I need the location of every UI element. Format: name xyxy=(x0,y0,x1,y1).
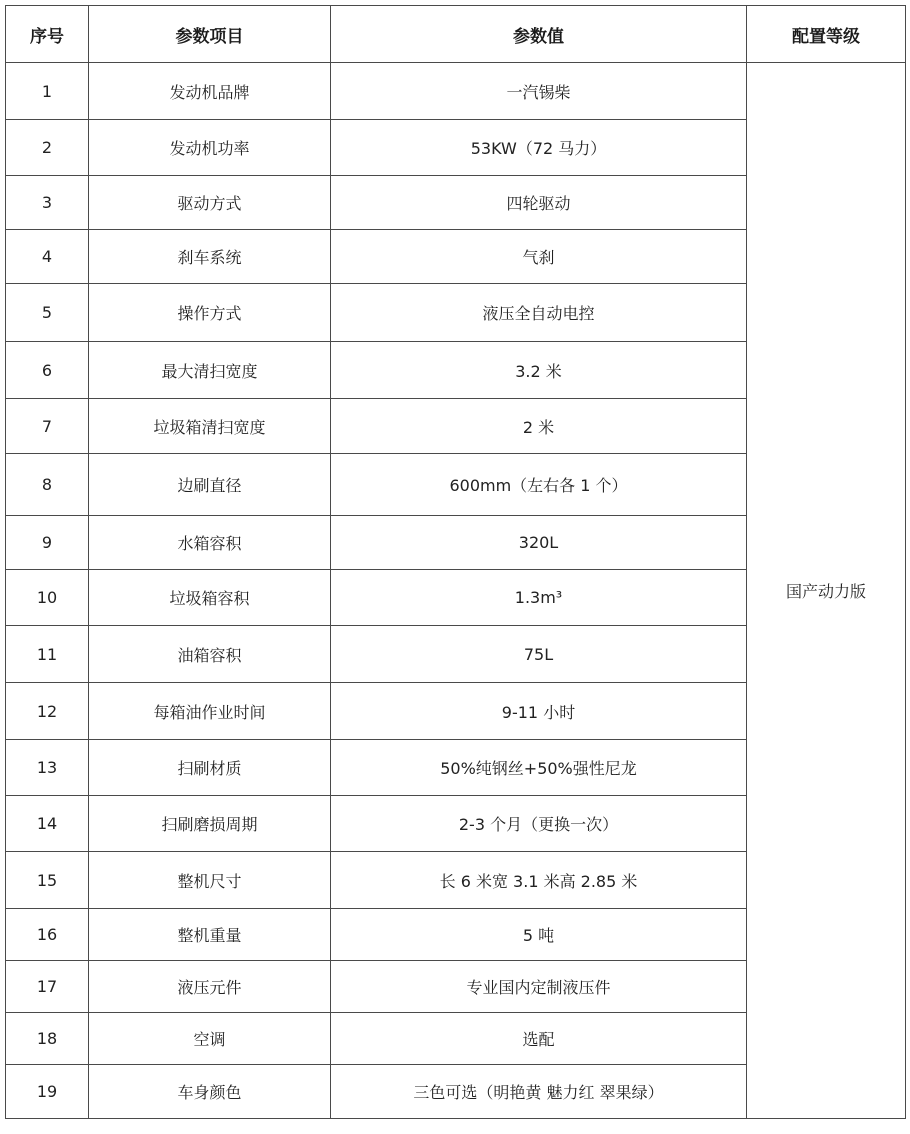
param-item: 每箱油作业时间 xyxy=(89,683,331,740)
header-level: 配置等级 xyxy=(747,6,906,63)
param-item: 发动机品牌 xyxy=(89,63,331,120)
header-value: 参数值 xyxy=(331,6,747,63)
row-number: 9 xyxy=(6,516,89,570)
param-value: 三色可选（明艳黄 魅力红 翠果绿） xyxy=(331,1065,747,1119)
row-number: 3 xyxy=(6,176,89,230)
param-item: 水箱容积 xyxy=(89,516,331,570)
config-level: 国产动力版 xyxy=(747,63,906,1119)
param-item: 垃圾箱清扫宽度 xyxy=(89,399,331,454)
param-item: 空调 xyxy=(89,1013,331,1065)
row-number: 18 xyxy=(6,1013,89,1065)
row-number: 16 xyxy=(6,909,89,961)
param-value: 四轮驱动 xyxy=(331,176,747,230)
param-value: 320L xyxy=(331,516,747,570)
param-item: 最大清扫宽度 xyxy=(89,342,331,399)
param-item: 液压元件 xyxy=(89,961,331,1013)
param-value: 一汽锡柴 xyxy=(331,63,747,120)
param-value: 专业国内定制液压件 xyxy=(331,961,747,1013)
param-item: 驱动方式 xyxy=(89,176,331,230)
param-value: 长 6 米宽 3.1 米高 2.85 米 xyxy=(331,852,747,909)
param-value: 2-3 个月（更换一次） xyxy=(331,796,747,852)
param-item: 车身颜色 xyxy=(89,1065,331,1119)
row-number: 11 xyxy=(6,626,89,683)
param-item: 操作方式 xyxy=(89,284,331,342)
table-row xyxy=(6,63,906,120)
param-value: 53KW（72 马力） xyxy=(331,120,747,176)
row-number: 13 xyxy=(6,740,89,796)
row-number: 12 xyxy=(6,683,89,740)
param-value: 50%纯钢丝+50%强性尼龙 xyxy=(331,740,747,796)
row-number: 1 xyxy=(6,63,89,120)
param-value: 600mm（左右各 1 个） xyxy=(331,454,747,516)
param-item: 发动机功率 xyxy=(89,120,331,176)
param-value: 气刹 xyxy=(331,230,747,284)
row-number: 6 xyxy=(6,342,89,399)
row-number: 14 xyxy=(6,796,89,852)
param-item: 扫刷材质 xyxy=(89,740,331,796)
param-item: 刹车系统 xyxy=(89,230,331,284)
param-value: 75L xyxy=(331,626,747,683)
param-item: 整机尺寸 xyxy=(89,852,331,909)
header-row xyxy=(6,6,906,63)
row-number: 10 xyxy=(6,570,89,626)
row-number: 15 xyxy=(6,852,89,909)
row-number: 8 xyxy=(6,454,89,516)
header-no: 序号 xyxy=(6,6,89,63)
param-item: 油箱容积 xyxy=(89,626,331,683)
param-value: 选配 xyxy=(331,1013,747,1065)
param-value: 1.3m³ xyxy=(331,570,747,626)
row-number: 5 xyxy=(6,284,89,342)
param-value: 2 米 xyxy=(331,399,747,454)
header-item: 参数项目 xyxy=(89,6,331,63)
param-item: 垃圾箱容积 xyxy=(89,570,331,626)
spec-table xyxy=(5,5,906,1119)
param-value: 5 吨 xyxy=(331,909,747,961)
param-item: 扫刷磨损周期 xyxy=(89,796,331,852)
param-value: 9-11 小时 xyxy=(331,683,747,740)
spec-body xyxy=(6,63,906,1119)
row-number: 17 xyxy=(6,961,89,1013)
row-number: 2 xyxy=(6,120,89,176)
row-number: 7 xyxy=(6,399,89,454)
row-number: 4 xyxy=(6,230,89,284)
param-value: 液压全自动电控 xyxy=(331,284,747,342)
param-value: 3.2 米 xyxy=(331,342,747,399)
row-number: 19 xyxy=(6,1065,89,1119)
param-item: 边刷直径 xyxy=(89,454,331,516)
param-item: 整机重量 xyxy=(89,909,331,961)
